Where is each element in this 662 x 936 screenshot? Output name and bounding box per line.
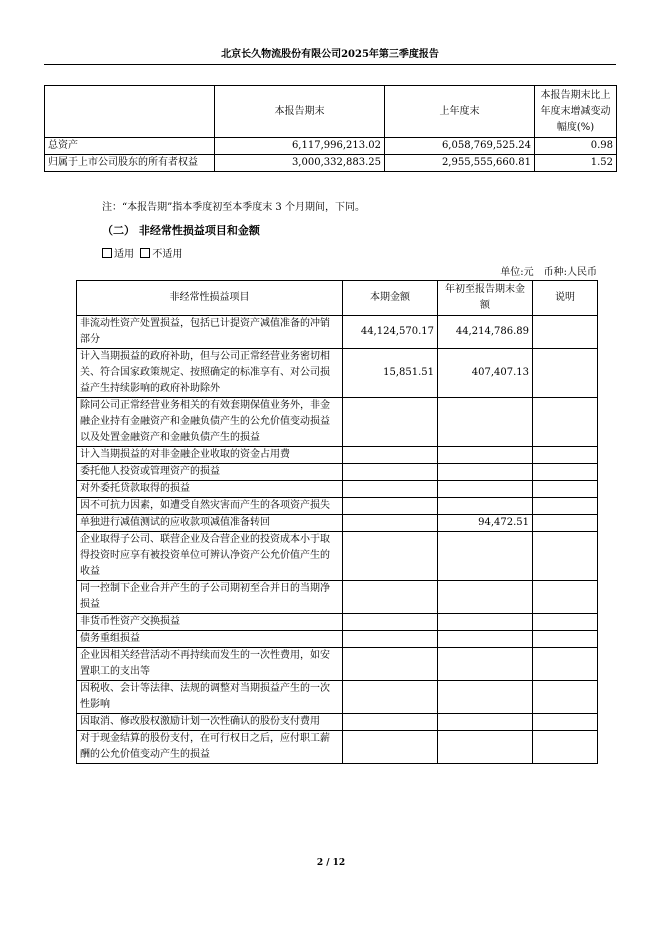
page-number: 2 / 12 [316, 858, 346, 868]
item-description: 债务重组损益 [77, 631, 343, 648]
remarks [533, 681, 598, 714]
remarks [533, 581, 598, 614]
item-description: 计入当期损益的对非金融企业收取的资金占用费 [77, 447, 343, 464]
table-header-cell: 年初至报告期末金额 [438, 281, 533, 316]
remarks [533, 631, 598, 648]
ytd-amount [438, 631, 533, 648]
table-row [45, 138, 617, 155]
item-description: 因税收、会计等法律、法规的调整对当期损益产生的一次性影响 [77, 681, 343, 714]
ytd-amount: 407,407.13 [438, 349, 533, 398]
remarks [533, 614, 598, 631]
table-row [77, 464, 598, 481]
table-row [77, 316, 598, 349]
prior-year-value: 6,058,769,525.24 [385, 138, 535, 155]
applicable-checkboxes [102, 245, 182, 260]
current-period-amount [343, 447, 438, 464]
item-description: 委托他人投资或管理资产的损益 [77, 464, 343, 481]
current-period-amount [343, 614, 438, 631]
table-header-cell: 本期金额 [343, 281, 438, 316]
table-header-cell: 本报告期末 [215, 86, 385, 138]
item-description: 单独进行减值测试的应收款项减值准备转回 [77, 515, 343, 532]
table-row [77, 349, 598, 398]
item-description: 企业因相关经营活动不再持续而发生的一次性费用，如安置职工的支出等 [77, 648, 343, 681]
item-description: 因取消、修改股权激励计划一次性确认的股份支付费用 [77, 714, 343, 731]
ytd-amount [438, 532, 533, 581]
ytd-amount: 94,472.51 [438, 515, 533, 532]
table-header-cell: 本报告期末比上年度末增减变动幅度(%) [535, 86, 617, 138]
item-description: 非货币性资产交换损益 [77, 614, 343, 631]
table-row [77, 648, 598, 681]
ytd-amount [438, 498, 533, 515]
table-row [77, 681, 598, 714]
current-period-amount [343, 714, 438, 731]
table-header-cell: 上年度末 [385, 86, 535, 138]
table-row [77, 398, 598, 447]
table-row [77, 515, 598, 532]
table-header-cell [45, 86, 215, 138]
remarks [533, 349, 598, 398]
remarks [533, 398, 598, 447]
table-row [77, 498, 598, 515]
remarks [533, 447, 598, 464]
current-period-amount [343, 681, 438, 714]
current-period-value: 6,117,996,213.02 [215, 138, 385, 155]
ytd-amount [438, 464, 533, 481]
table-row [77, 731, 598, 764]
item-description: 对于现金结算的股份支付，在可行权日之后，应付职工薪酬的公允价值变动产生的损益 [77, 731, 343, 764]
remarks [533, 515, 598, 532]
table-row [45, 155, 617, 172]
ytd-amount [438, 581, 533, 614]
remarks [533, 648, 598, 681]
remarks [533, 532, 598, 581]
remarks [533, 464, 598, 481]
checkbox-applicable[interactable] [102, 248, 112, 258]
remarks [533, 731, 598, 764]
row-label: 归属于上市公司股东的所有者权益 [45, 155, 215, 172]
table-row [77, 714, 598, 731]
item-description: 对外委托贷款取得的损益 [77, 481, 343, 498]
current-period-amount [343, 581, 438, 614]
ytd-amount [438, 398, 533, 447]
remarks [533, 498, 598, 515]
ytd-amount [438, 614, 533, 631]
table-header-cell: 说明 [533, 281, 598, 316]
current-period-amount [343, 481, 438, 498]
item-description: 计入当期损益的政府补助，但与公司正常经营业务密切相关、符合国家政策规定、按照确定的标准享有、对公司损益产生持续影响的政府补助除外 [77, 349, 343, 398]
current-period-amount: 44,124,570.17 [343, 316, 438, 349]
current-period-amount [343, 498, 438, 515]
remarks [533, 481, 598, 498]
item-description: 因不可抗力因素，如遭受自然灾害而产生的各项资产损失 [77, 498, 343, 515]
non-recurring-items-table [76, 280, 598, 764]
item-description: 除同公司正常经营业务相关的有效套期保值业务外，非金融企业持有金融资产和金融负债产生的公允价值变动损益以及处置金融资产和金融负债产生的损益 [77, 398, 343, 447]
current-period-amount [343, 631, 438, 648]
page-header: 北京长久物流股份有限公司2025年第三季度报告 [44, 45, 616, 65]
unit-currency-line: 单位:元 币种:人民币 [500, 267, 597, 278]
ytd-amount [438, 648, 533, 681]
current-period-amount [343, 532, 438, 581]
table-header-row [77, 281, 598, 316]
current-period-amount [343, 464, 438, 481]
table-row [77, 581, 598, 614]
current-period-amount [343, 648, 438, 681]
item-description: 企业取得子公司、联营企业及合营企业的投资成本小于取得投资时应享有被投资单位可辨认净资产公允价值产生的收益 [77, 532, 343, 581]
ytd-amount [438, 447, 533, 464]
table-row [77, 532, 598, 581]
table-row [77, 631, 598, 648]
prior-year-value: 2,955,555,660.81 [385, 155, 535, 172]
section-title: （二） 非经常性损益项目和金额 [102, 224, 260, 237]
item-description: 非流动性资产处置损益，包括已计提资产减值准备的冲销部分 [77, 316, 343, 349]
item-description: 同一控制下企业合并产生的子公司期初至合并日的当期净损益 [77, 581, 343, 614]
checkbox-applicable-label: 适用 [114, 249, 134, 260]
ytd-amount [438, 681, 533, 714]
ytd-amount [438, 714, 533, 731]
current-period-amount: 15,851.51 [343, 349, 438, 398]
remarks [533, 714, 598, 731]
period-note: 注：“本报告期”指本季度初至本季度末 3 个月期间，下同。 [102, 202, 365, 213]
ytd-amount: 44,214,786.89 [438, 316, 533, 349]
ytd-amount [438, 481, 533, 498]
table-row [77, 614, 598, 631]
change-percent: 1.52 [535, 155, 617, 172]
row-label: 总资产 [45, 138, 215, 155]
checkbox-not-applicable[interactable] [140, 248, 150, 258]
checkbox-not-applicable-label: 不适用 [152, 249, 183, 260]
table-row [77, 447, 598, 464]
table-row [77, 481, 598, 498]
current-period-amount [343, 731, 438, 764]
current-period-amount [343, 515, 438, 532]
current-period-value: 3,000,332,883.25 [215, 155, 385, 172]
table-header-row [45, 86, 617, 138]
table-header-cell: 非经常性损益项目 [77, 281, 343, 316]
ytd-amount [438, 731, 533, 764]
change-percent: 0.98 [535, 138, 617, 155]
remarks [533, 316, 598, 349]
balance-summary-table [44, 85, 617, 172]
current-period-amount [343, 398, 438, 447]
